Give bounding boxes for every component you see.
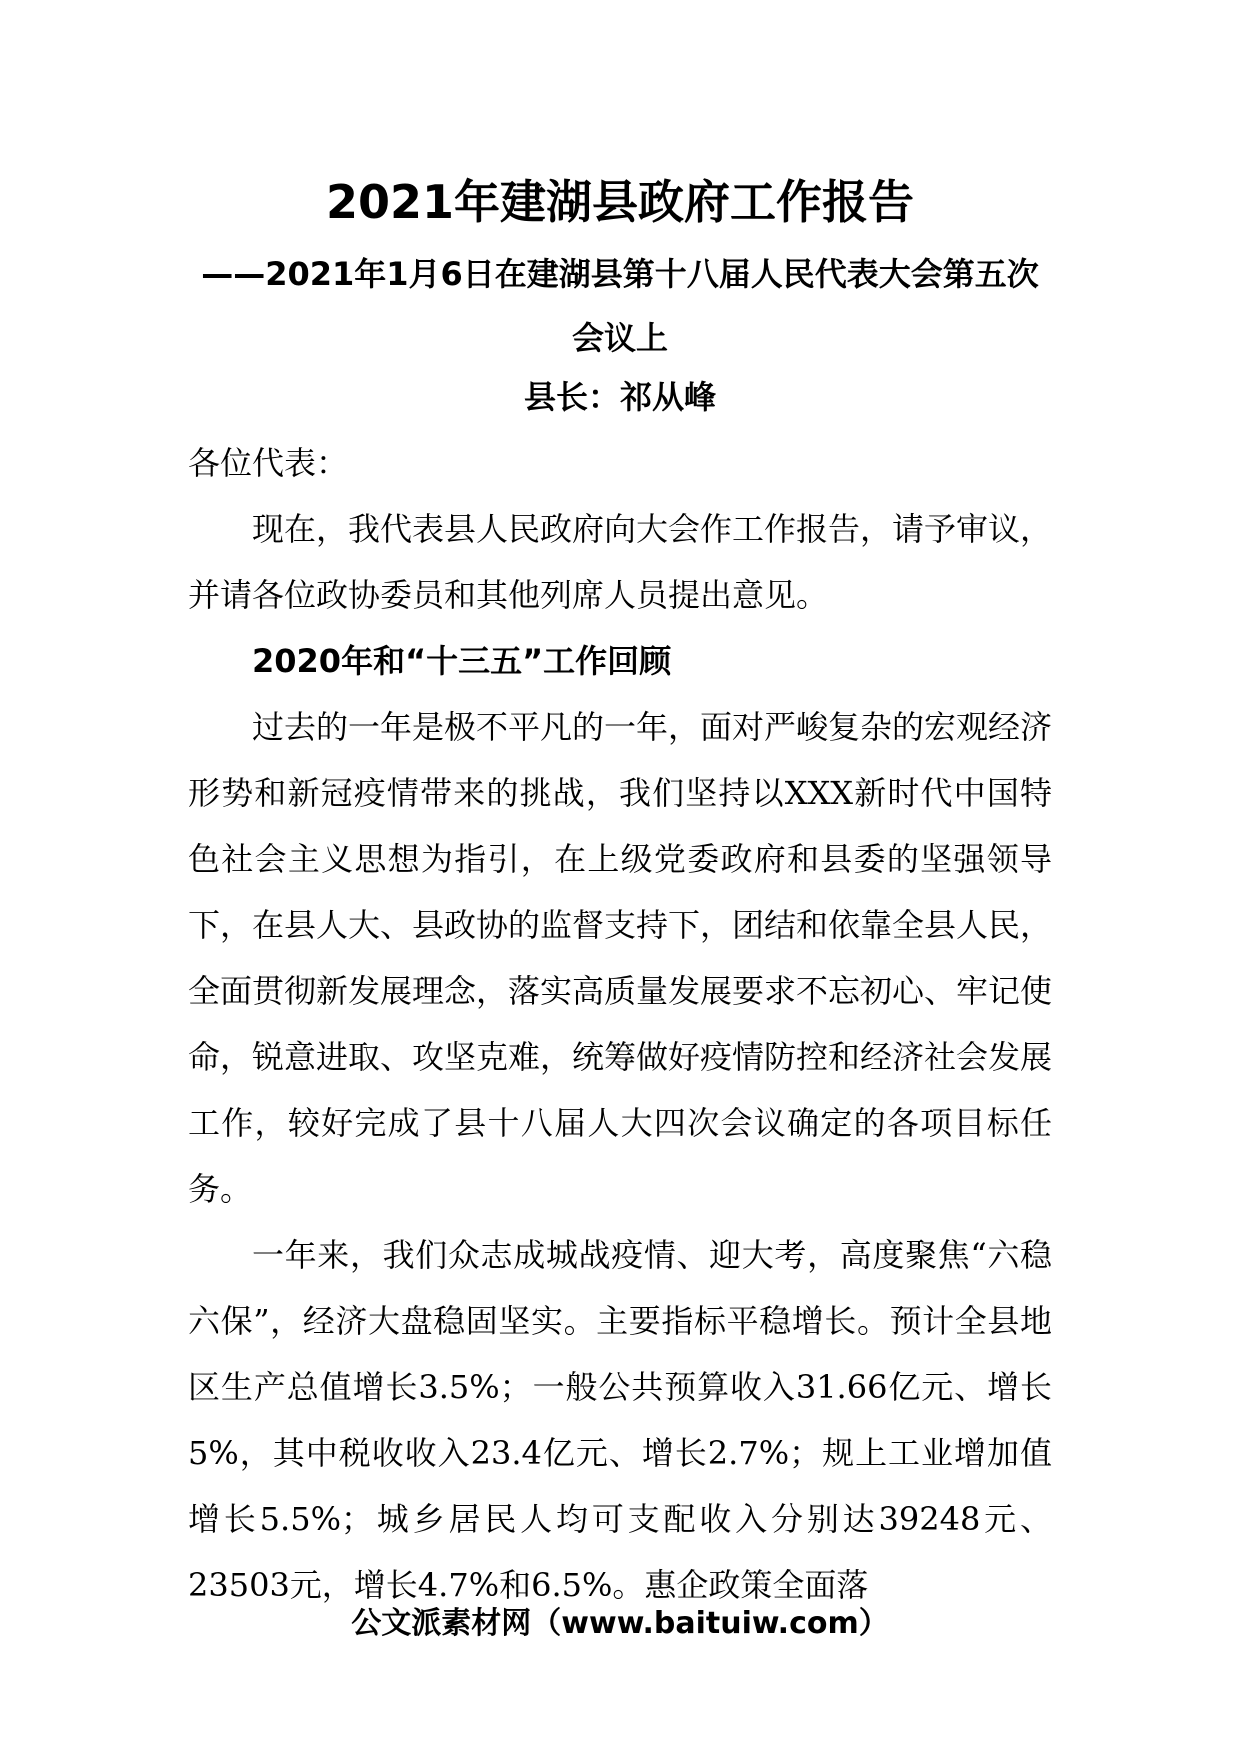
salutation: 各位代表： bbox=[188, 444, 349, 482]
report-title: 2021年建湖县政府工作报告 bbox=[325, 175, 915, 229]
report-author: 县长：祁从峰 bbox=[523, 378, 716, 416]
report-subtitle: ——2021年1月6日在建湖县第十八届人民代表大会第五次会议上 bbox=[201, 255, 1039, 357]
report-body bbox=[188, 430, 1052, 1618]
footer-source: 公文派素材网（www.baituiw.com） bbox=[351, 1606, 889, 1641]
section-heading: 2020年和“十三五”工作回顾 bbox=[252, 642, 672, 680]
achievements-paragraph: 一年来，我们众志成城战疫情、迎大考，高度聚焦“六稳六保”，经济大盘稳固坚实。主要指标平稳增长。预计全县地区生产总值增长3.5%；一般公共预算收入31.66亿元、增长5%，其中税收收入23.4亿元、增长2.7%；规上工业增加值增长5.5%；城乡居民人均可支配收入分别达39248元、23503元，增长4.7%和6.5%。惠企政策全面落 bbox=[188, 1236, 1052, 1604]
review-paragraph: 过去的一年是极不平凡的一年，面对严峻复杂的宏观经济形势和新冠疫情带来的挑战，我们坚持以XXX新时代中国特色社会主义思想为指引，在上级党委政府和县委的坚强领导下，在县人大、县政协的监督支持下，团结和依靠全县人民，全面贯彻新发展理念，落实高质量发展要求不忘初心、牢记使命，锐意进取、攻坚克难，统筹做好疫情防控和经济社会发展工作，较好完成了县十八届人大四次会议确定的各项目标任务。 bbox=[188, 708, 1053, 1208]
intro-paragraph: 现在，我代表县人民政府向大会作工作报告，请予审议，并请各位政协委员和其他列席人员提出意见。 bbox=[188, 510, 1053, 614]
